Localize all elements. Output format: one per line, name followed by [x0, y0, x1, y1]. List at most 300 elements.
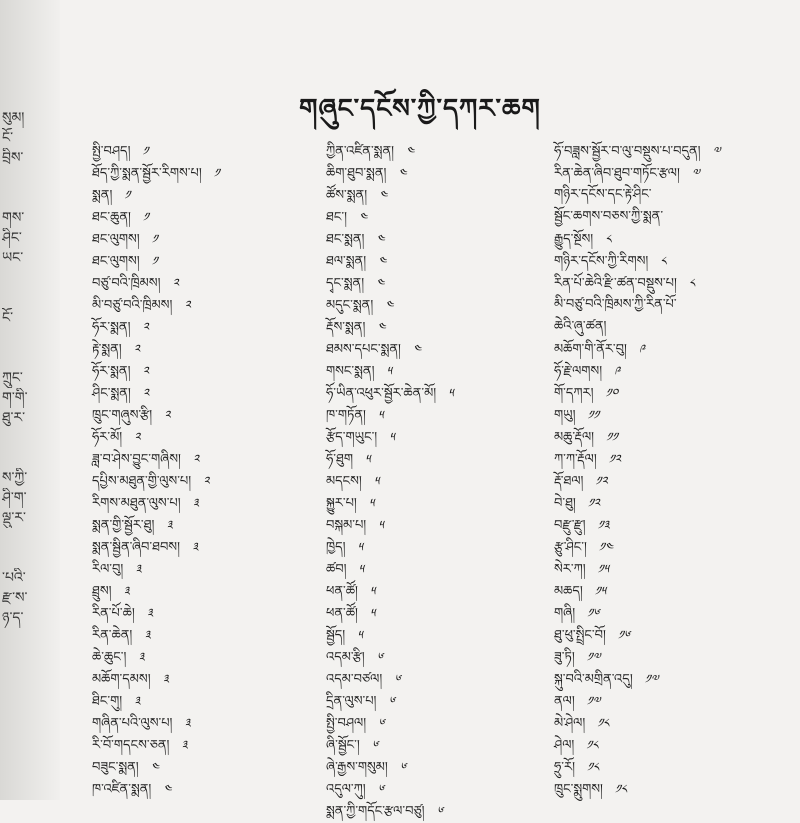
toc-page-number: ༨ [688, 276, 695, 290]
toc-entry-title: གསང་སྨན། [326, 364, 375, 379]
toc-entry-title: མཆད། [554, 584, 583, 599]
toc-entry[interactable] [326, 162, 526, 184]
toc-entry[interactable] [326, 558, 526, 580]
toc-entry[interactable] [326, 360, 526, 382]
toc-page-number: ༥ [369, 606, 376, 620]
toc-page-number: ༢ [172, 276, 179, 290]
toc-entry[interactable] [326, 184, 526, 206]
toc-entry[interactable] [554, 668, 794, 690]
toc-entry[interactable] [92, 382, 322, 404]
toc-column-2 [326, 140, 526, 822]
toc-entry-title: ཐུ་ཕུ་སྤྲིང་བོ། [554, 628, 606, 643]
toc-entry-title: སྨན་གྱི་སྦྱོར་ཐུ། [92, 518, 155, 533]
toc-page-number: ༧ [712, 144, 721, 158]
toc-entry-title: ཧོར་སྨན། [92, 364, 131, 379]
previous-page-fragment: སུམ། [2, 110, 25, 126]
toc-entry-title: སྐུ་བའི་མགྲིན་འདུ། [554, 672, 633, 687]
toc-entry-title: ཀྱིན་འཛིན་སྨན། [326, 144, 395, 159]
toc-entry[interactable] [92, 448, 322, 470]
toc-entry-title: རྩུ་ཤིང་། [554, 540, 587, 555]
toc-entry[interactable] [92, 206, 322, 228]
toc-page-number: ༣ [135, 562, 142, 576]
toc-page-number: ༡ [142, 210, 149, 224]
toc-entry[interactable] [554, 206, 794, 228]
toc-page-number: ༣ [191, 540, 199, 554]
toc-page-number: ༣ [162, 672, 169, 686]
toc-page-number: ༡༡ [606, 430, 618, 444]
toc-entry-title: མི་བཙུ་བའི་ཁྲིམས་ཀྱི་རིན་པོ་ [554, 297, 677, 312]
previous-page-fragment [2, 548, 42, 568]
previous-page-edge [2, 108, 42, 628]
toc-entry[interactable] [326, 602, 526, 624]
toc-entry[interactable] [554, 140, 794, 162]
toc-entry-title: བེ་ཐུ། [554, 496, 576, 511]
toc-entry-title: ཐང་ཆུན། [92, 210, 131, 225]
previous-page-fragment [2, 328, 42, 348]
toc-entry-title: སྦྱོད། [326, 628, 346, 643]
toc-page-number: ༥ [358, 562, 364, 576]
toc-entry[interactable] [554, 338, 794, 360]
toc-page-number: ༡༥ [597, 562, 609, 576]
toc-entry[interactable] [92, 470, 322, 492]
page-title: གཞུང་དངོས་ཀྱི་དཀར་ཆག [299, 94, 541, 124]
toc-entry[interactable] [554, 470, 794, 492]
toc-entry[interactable] [554, 360, 794, 382]
toc-entry-title: ཕན་ཚོ། [326, 606, 358, 621]
toc-entry-title: ཧོ་ཐུག [326, 452, 354, 467]
toc-entry-title: གཡུ། [554, 408, 576, 423]
toc-entry-title: མཆུ་རྡོལ། [554, 430, 595, 445]
toc-entry[interactable] [326, 426, 526, 448]
toc-entry-title: རིགས་མཐུན་ལུས་པ། [92, 496, 181, 511]
previous-page-fragment [2, 168, 42, 188]
toc-entry-title: ཞེ་རྒྱས་གསུམ། [326, 760, 388, 775]
toc-page-number: ༣ [181, 738, 188, 752]
toc-entry-title: ཆེའི་ཞུ་ཚན། [554, 319, 607, 334]
toc-entry-title: ཤེལ། [554, 738, 575, 753]
toc-entry[interactable] [554, 778, 794, 800]
toc-entry[interactable] [92, 272, 322, 294]
toc-entry-title: རྡོས་སྨན། [326, 320, 366, 335]
previous-page-fragment: ཡང་ [2, 250, 24, 266]
toc-page-number: ༤ [398, 166, 407, 180]
previous-page-fragment: ཤིང་ [2, 230, 22, 246]
toc-entry[interactable] [554, 690, 794, 712]
toc-entry-title: ཐིང་གུ། [92, 694, 123, 709]
toc-entry-title: རྟེ་སྨན། [92, 342, 122, 357]
toc-page-number: ༤ [150, 760, 159, 774]
previous-page-fragment: ཉ་ད་ [2, 610, 24, 626]
toc-entry-title: ཐང་ལུགས། [92, 232, 140, 247]
toc-entry[interactable] [554, 756, 794, 778]
toc-entry-title: མཆོག་དམས། [92, 672, 151, 687]
toc-page-number: ༤ [378, 254, 387, 268]
toc-entry-title: ཟུ་ཏི། [554, 650, 575, 665]
toc-entry-title: ཐལ་སྨན། [326, 254, 367, 269]
toc-page-number: ༣ [138, 650, 145, 664]
toc-page-number: ༢ [142, 364, 149, 378]
toc-page-number: ༡༢ [608, 452, 621, 466]
toc-entry[interactable] [326, 712, 526, 734]
toc-entry[interactable] [92, 602, 322, 624]
toc-entry-title: ཀ་ཀ་རྡོལ། [554, 452, 597, 467]
toc-page-number: ༡༧ [586, 694, 601, 708]
toc-entry[interactable] [326, 272, 526, 294]
toc-page-number: ༣ [166, 518, 173, 532]
toc-entry[interactable] [554, 580, 794, 602]
toc-entry-title: གཉིར་དངོས་དང་རྟེ་ཤིང་ [554, 187, 652, 202]
toc-entry-title: གོ་དཀར། [554, 386, 594, 401]
toc-entry[interactable] [554, 250, 794, 272]
toc-page-number: ༦ [378, 716, 385, 730]
toc-entry-title: ཧོར་མོ། [92, 430, 123, 445]
toc-entry[interactable] [92, 668, 322, 690]
toc-page-number: ༡༠ [605, 386, 618, 400]
toc-entry[interactable] [326, 140, 526, 162]
toc-entry-title: དྭང་སྨན། [326, 276, 365, 291]
toc-entry-title: མདུང་སྨན། [326, 298, 374, 313]
toc-page-number: ༣ [146, 606, 153, 620]
toc-entry[interactable] [326, 294, 526, 316]
toc-entry[interactable] [92, 778, 322, 800]
toc-page-number: ༤ [376, 232, 385, 246]
toc-entry-title: བསྐམ་པ། [326, 518, 367, 533]
toc-entry-title: བཙུ་བའི་ཁྲིམས། [92, 276, 161, 291]
toc-page-number: ༥ [373, 474, 380, 488]
toc-entry-title: ཁྲུང་སྨུགས། [554, 782, 603, 797]
toc-page-number: ༤ [412, 342, 422, 356]
toc-page-number: ༡༨ [614, 782, 627, 796]
previous-page-fragment: ངོ་ [2, 130, 14, 146]
toc-entry[interactable] [326, 580, 526, 602]
toc-entry-title: ནལ། [554, 694, 575, 709]
toc-page-number: ༦ [377, 782, 384, 796]
toc-entry[interactable] [92, 294, 322, 316]
toc-entry-title: རིལ་བུ། [92, 562, 124, 577]
toc-entry[interactable] [92, 228, 322, 250]
toc-page-number: ༦ [436, 804, 443, 818]
toc-page-number: ༥ [357, 628, 363, 642]
previous-page-fragment [2, 348, 42, 368]
previous-page-fragment: ཐུ་ར་ [2, 410, 26, 426]
toc-page-number: ༤ [379, 188, 388, 202]
previous-page-fragment: ལྡུ་ར་ [2, 510, 26, 526]
toc-entry-title: སྨན་སྦྱིན་ཞིབ་ཐབས། [92, 540, 180, 555]
toc-page-number: ༡༥ [594, 584, 606, 598]
toc-entry-title: རྩོད་གཡུང་། [326, 430, 378, 445]
previous-page-fragment: རྫ་ས་ [2, 590, 28, 606]
toc-entry[interactable] [92, 580, 322, 602]
toc-page-number: ༣ [184, 716, 191, 730]
toc-entry[interactable] [326, 404, 526, 426]
previous-page-fragment [2, 428, 42, 448]
toc-entry[interactable] [326, 338, 526, 360]
toc-page-number: ༡༧ [644, 672, 659, 686]
previous-page-fragment: ས་ཀྱི་ [2, 470, 28, 486]
previous-page-fragment: ངོ་ [2, 310, 14, 326]
toc-entry-title: བཟུང་སྨན། [92, 760, 139, 775]
toc-page-number: ༢ [133, 342, 140, 356]
toc-entry-title: ཁྲུང་གཞུས་རྩི། [92, 408, 153, 423]
toc-entry[interactable] [92, 624, 322, 646]
toc-page-number: ༣ [134, 694, 141, 708]
toc-entry[interactable] [92, 184, 322, 206]
toc-entry[interactable] [554, 272, 794, 294]
toc-entry[interactable] [326, 756, 526, 778]
toc-entry[interactable] [326, 206, 526, 228]
toc-entry-title: ཕན་ཚོ། [326, 584, 358, 599]
toc-entry[interactable] [92, 514, 322, 536]
toc-page-number: ༡༨ [586, 738, 599, 752]
toc-page-number: ༤ [377, 320, 386, 334]
toc-page-number: ༡ [213, 166, 220, 180]
toc-entry[interactable] [92, 360, 322, 382]
toc-entry[interactable] [326, 228, 526, 250]
toc-page-number: ༤ [406, 144, 415, 158]
toc-entry[interactable] [326, 382, 526, 404]
toc-page-number: ༨ [660, 254, 667, 268]
toc-entry[interactable] [326, 492, 526, 514]
toc-entry[interactable] [92, 162, 322, 184]
toc-page-number: ༢ [184, 298, 191, 312]
toc-entry[interactable] [92, 734, 322, 756]
toc-entry-title: གཞིན་པའི་ལུས་པ། [92, 716, 173, 731]
toc-entry[interactable] [554, 316, 794, 338]
toc-entry-title: རིན་པོ་ཆེའི་རྫི་ཚན་བསྡུས་པ། [554, 276, 677, 291]
toc-page-number: ༩ [614, 364, 621, 378]
toc-entry-title: རིན་པོ་ཆེ། [92, 606, 135, 621]
toc-page-number: ༣ [192, 496, 199, 510]
toc-entry-title: སེར་ཀ། [554, 562, 586, 577]
toc-page-number: ༢ [164, 408, 171, 422]
toc-entry-title: སྤྱི་བཤད། [92, 144, 131, 159]
toc-entry-title: འདམ་བཙལ། [326, 672, 383, 687]
toc-entry[interactable] [554, 624, 794, 646]
previous-page-fragment: ག་གི་ [2, 390, 28, 406]
toc-page-number: ༦ [371, 738, 378, 752]
toc-entry[interactable] [92, 338, 322, 360]
toc-page-number: ༢ [134, 430, 141, 444]
toc-entry[interactable] [92, 558, 322, 580]
toc-entry-title: ཧྲུ་རོ། [554, 760, 576, 775]
toc-entry[interactable] [92, 404, 322, 426]
toc-entry[interactable] [326, 448, 526, 470]
toc-entry[interactable] [554, 448, 794, 470]
toc-page-number: ༢ [142, 320, 149, 334]
toc-entry[interactable] [326, 514, 526, 536]
toc-entry-title: མི་བཙུ་བའི་ཁྲིམས། [92, 298, 173, 313]
toc-entry-title: འདུལ་ཀུ། [326, 782, 366, 797]
toc-entry[interactable] [326, 536, 526, 558]
toc-entry-title: ཁྱེད། [326, 540, 346, 555]
toc-entry-title: རིན་ཆེན་ཞིབ་ཐུབ་གཏོང་རྩལ། [554, 166, 680, 181]
toc-page-number: ༡༧ [586, 650, 601, 664]
toc-entry[interactable] [554, 734, 794, 756]
toc-entry-title: དྲིན་ལུས་པ། [326, 694, 377, 709]
toc-entry[interactable] [326, 250, 526, 272]
toc-page-number: ༡༨ [597, 716, 610, 730]
toc-entry-title: ཧོ་ཡིན་འཕུར་སྦྱོར་ཆེན་མོ། [326, 386, 437, 401]
toc-entry-title: ཆིག་ཐུབ་སྨན། [326, 166, 387, 181]
toc-entry[interactable] [326, 624, 526, 646]
toc-page-number: ༦ [376, 650, 383, 664]
previous-page-fragment: ་པའི་ [2, 570, 26, 586]
toc-page-number: ༩ [638, 342, 645, 356]
toc-entry[interactable] [554, 294, 794, 316]
toc-page-number: ༦ [394, 672, 401, 686]
toc-entry[interactable] [326, 734, 526, 756]
toc-entry[interactable] [554, 184, 794, 206]
toc-entry-title: ཐང་། [326, 210, 347, 225]
toc-entry[interactable] [92, 712, 322, 734]
toc-column-3 [554, 140, 794, 800]
toc-entry-title: མཆོག་གི་ནོར་བུ། [554, 342, 627, 357]
toc-page-number: ༡ [151, 254, 158, 268]
toc-page-number: ༥ [357, 540, 363, 554]
previous-page-fragment: ཤི་ག་ [2, 490, 27, 506]
toc-page-number: ༧ [691, 166, 700, 180]
toc-entry[interactable] [92, 316, 322, 338]
toc-page-number: ༡ [142, 144, 149, 158]
toc-entry-title: སྨན་ཀྱི་གདོང་རྩལ་བཙུ། [326, 804, 425, 819]
toc-entry-title: གཞི། [554, 606, 576, 621]
toc-entry-title: མདངས། [326, 474, 362, 489]
toc-entry[interactable] [554, 536, 794, 558]
toc-page-number: ༡༦ [587, 606, 600, 620]
toc-entry-title: རིན་ཆེན། [92, 628, 133, 643]
toc-entry-title: ཐོད་ཀྱི་སྨན་སྦྱོར་རིགས་པ། [92, 166, 202, 181]
toc-entry[interactable] [326, 646, 526, 668]
toc-column-1 [92, 140, 322, 800]
toc-page-number: ༦ [388, 694, 395, 708]
toc-entry[interactable] [92, 250, 322, 272]
toc-page-number: ༤ [358, 210, 368, 224]
toc-page-number: ༡༢ [587, 496, 600, 510]
toc-entry-title: ཟླ་བ་ཤེས་བྱུང་གཞིས། [92, 452, 181, 467]
toc-entry-title: གཉིར་དངོས་ཀྱི་རིགས། [554, 254, 649, 269]
toc-page-number: ༣ [144, 628, 151, 642]
previous-page-fragment: གས་ [2, 210, 25, 226]
previous-page-fragment [2, 528, 42, 548]
previous-page-fragment [2, 268, 42, 288]
toc-page-number: ༥ [369, 584, 376, 598]
toc-entry-title: ཞི་སྦྱོང་། [326, 738, 360, 753]
toc-page-number: ༥ [377, 408, 384, 422]
previous-page-fragment [2, 188, 42, 208]
toc-entry[interactable] [554, 492, 794, 514]
toc-page-number: ༡༡ [587, 408, 600, 422]
toc-entry[interactable] [92, 536, 322, 558]
toc-page-number: ༢ [142, 386, 149, 400]
toc-entry-title: དཔྱིས་མཐུན་གྱི་ལུས་པ། [92, 474, 192, 489]
toc-page-number: ༥ [386, 364, 392, 378]
toc-page-number: ༡༦ [617, 628, 630, 642]
toc-page-number: ༡༣ [597, 518, 610, 532]
toc-entry-title: ཁ་གཏོན། [326, 408, 366, 423]
toc-entry[interactable] [554, 426, 794, 448]
toc-page-number: ༡༢ [595, 474, 608, 488]
toc-entry[interactable] [554, 602, 794, 624]
previous-page-fragment: ཀྲུང་ [2, 370, 23, 386]
toc-entry-title: བརྫུ་རྫུ། [554, 518, 586, 533]
previous-page-fragment: བྲིས་ [2, 150, 24, 166]
toc-page-number: ༥ [378, 518, 384, 532]
toc-entry-title: ཐང་ལུགས། [92, 254, 140, 269]
toc-entry[interactable] [92, 492, 322, 514]
toc-entry[interactable] [326, 800, 526, 822]
toc-entry-title: ཐྲུས། [92, 584, 112, 599]
toc-entry[interactable] [326, 470, 526, 492]
previous-page-fragment [2, 288, 42, 308]
toc-page-number: ༤ [163, 782, 172, 796]
toc-entry-title: ཐམས་དཔང་སྨན། [326, 342, 401, 357]
toc-page-number: ༢ [203, 474, 210, 488]
toc-entry-title: ཧོར་སྨན། [92, 320, 131, 335]
toc-entry[interactable] [554, 382, 794, 404]
toc-entry[interactable] [554, 712, 794, 734]
toc-page-number: ༦ [399, 760, 406, 774]
toc-page-number: ༤ [376, 276, 385, 290]
toc-entry[interactable] [326, 316, 526, 338]
toc-entry[interactable] [554, 646, 794, 668]
toc-entry-title: སྤྱི་བཤལ། [326, 716, 367, 731]
toc-entry[interactable] [554, 514, 794, 536]
toc-entry[interactable] [326, 668, 526, 690]
toc-entry-title: ཤིང་སྨན། [92, 386, 131, 401]
toc-entry-title: ཧོ་བཟླས་སྦྱོར་བ་ལུ་བསྡུས་པ་བདུན། [554, 144, 701, 159]
toc-page-number: ༡༤ [598, 540, 613, 554]
toc-page-number: ༢ [192, 452, 200, 466]
toc-entry-title: འདམ་རྩི། [326, 650, 365, 665]
toc-entry-title: སྨན། [92, 188, 113, 203]
toc-page-number: ༡༨ [587, 760, 599, 774]
toc-page-number: ༨ [605, 232, 612, 246]
toc-entry[interactable] [554, 228, 794, 250]
toc-entry-title: སྦྱོང་ཆགས་བཅས་ཀྱི་སྨན་ [554, 209, 664, 224]
toc-page-number: ༡ [151, 232, 158, 246]
toc-entry-title: ཧོ་རྗེ་ལགས། [554, 364, 603, 379]
toc-entry[interactable] [92, 690, 322, 712]
toc-page-number: ༥ [365, 452, 371, 466]
toc-entry-title: སྐྱུར་པ། [326, 496, 357, 511]
toc-page-number: ༣ [123, 584, 130, 598]
toc-entry[interactable] [554, 558, 794, 580]
toc-entry[interactable] [92, 646, 322, 668]
toc-entry-title: ཚབ། [326, 562, 347, 577]
toc-entry[interactable] [326, 778, 526, 800]
toc-entry[interactable] [92, 140, 322, 162]
toc-entry-title: ཐང་སྨན། [326, 232, 365, 247]
toc-entry-title: རྡོ་ཐལ། [554, 474, 584, 489]
toc-entry[interactable] [92, 756, 322, 778]
toc-entry-title: མེ་ཤེལ། [554, 716, 586, 731]
toc-page-number: ༡ [124, 188, 131, 202]
toc-entry-title: ཚོས་སྨན། [326, 188, 368, 203]
toc-page-number: ༥ [368, 496, 375, 510]
toc-entry-title: ཆེ་ཆུང་། [92, 650, 127, 665]
toc-page-number: ༤ [385, 298, 394, 312]
toc-entry[interactable] [554, 404, 794, 426]
toc-entry[interactable] [554, 162, 794, 184]
toc-entry[interactable] [92, 426, 322, 448]
toc-entry[interactable] [326, 690, 526, 712]
previous-page-fragment [2, 448, 42, 468]
toc-page-number: ༥ [389, 430, 395, 444]
toc-entry-title: ཁ་འཛིན་སྨན། [92, 782, 152, 797]
toc-page-number: ༥ [448, 386, 454, 400]
toc-entry-title: རི་བོ་གདངས་ཅན། [92, 738, 170, 753]
toc-entry-title: རྒྱུད་སྔོས། [554, 232, 594, 247]
